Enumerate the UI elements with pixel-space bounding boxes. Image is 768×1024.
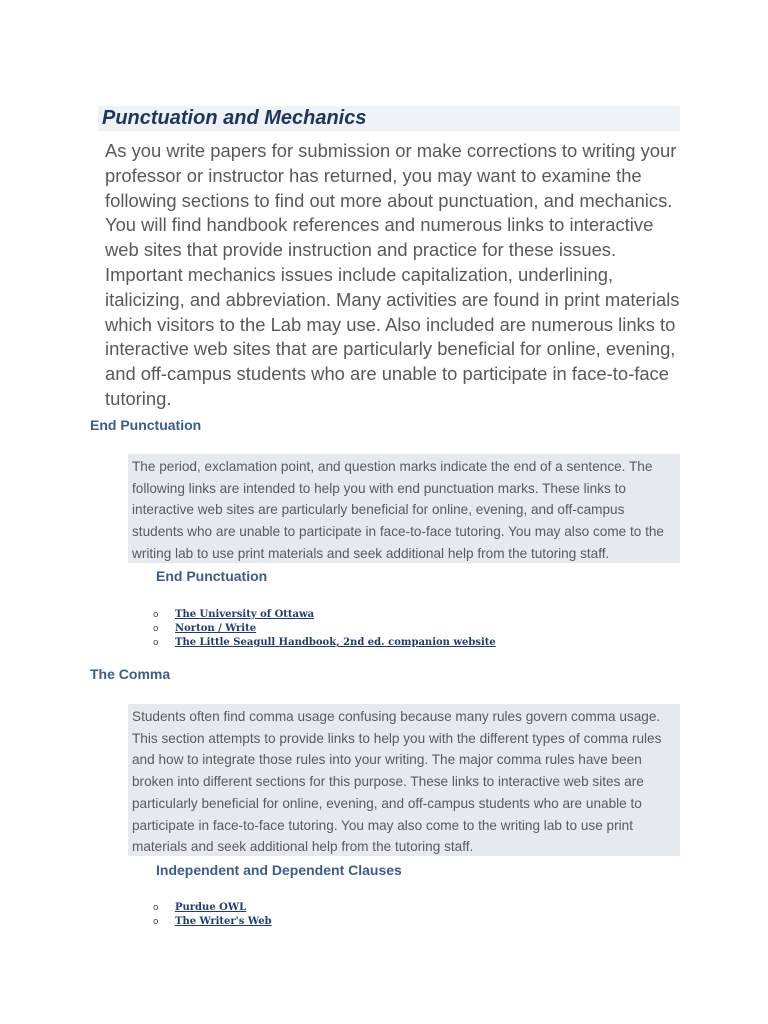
end-punctuation-description: The period, exclamation point, and question marks indicate the end of a sentence. The following links are intended to help you with end punctuation marks. These links to interactive web sites are particularly beneficial for online, evening, and off-campus students who are unable to participate in face-to-face tutoring. You may also come to the writing lab to use print materials and seek additional help from the tutoring staff. bbox=[132, 459, 664, 561]
bullet-marker: o bbox=[153, 624, 159, 634]
list-item bbox=[153, 899, 272, 913]
bullet-marker: o bbox=[153, 638, 159, 648]
link-university-of-ottawa[interactable]: The University of Ottawa bbox=[175, 609, 315, 620]
link-purdue-owl[interactable]: Purdue OWL bbox=[175, 902, 247, 913]
page-title: Punctuation and Mechanics bbox=[98, 106, 680, 131]
intro-paragraph: As you write papers for submission or make corrections to writing your professor or instructor has returned, you may want to examine the following sections to find out more about punctuation, and mechanics. You will find handbook references and numerous links to interactive web sites that provide instruction and practice for these issues. Important mechanics issues include capitalization, underlining, italicizing, and abbreviation. Many activities are found in print materials which visitors to the Lab may use. Also included are numerous links to interactive web sites that are particularly beneficial for online, evening, and off-campus students who are unable to participate in face-to-face tutoring. bbox=[105, 140, 680, 409]
subheading-end-punctuation: End Punctuation bbox=[156, 568, 268, 584]
section-heading-end-punctuation: End Punctuation bbox=[90, 417, 202, 433]
link-the-writers-web[interactable]: The Writer's Web bbox=[175, 916, 272, 927]
bullet-marker: o bbox=[153, 917, 159, 927]
end-punctuation-link-list bbox=[153, 606, 496, 648]
list-item bbox=[153, 913, 272, 927]
end-punctuation-description-box bbox=[128, 454, 680, 563]
list-item bbox=[153, 606, 496, 620]
link-little-seagull-handbook[interactable]: The Little Seagull Handbook, 2nd ed. companion website bbox=[175, 637, 496, 648]
bullet-marker: o bbox=[153, 610, 159, 620]
section-heading-the-comma: The Comma bbox=[90, 666, 171, 682]
bullet-marker: o bbox=[153, 903, 159, 913]
comma-description: Students often find comma usage confusing because many rules govern comma usage. This section attempts to provide links to help you with the different types of comma rules and how to integrate those rules into your writing. The major comma rules have been broken into different sections for this purpose. These links to interactive web sites are particularly beneficial for online, evening, and off-campus students who are unable to participate in face-to-face tutoring. You may also come to the writing lab to use print materials and seek additional help from the tutoring staff. bbox=[132, 709, 662, 855]
list-item bbox=[153, 634, 496, 648]
comma-link-list bbox=[153, 899, 272, 927]
list-item bbox=[153, 620, 496, 634]
subheading-independent-dependent-clauses: Independent and Dependent Clauses bbox=[156, 862, 402, 878]
link-norton-write[interactable]: Norton / Write bbox=[175, 623, 257, 634]
comma-description-box bbox=[128, 704, 680, 856]
